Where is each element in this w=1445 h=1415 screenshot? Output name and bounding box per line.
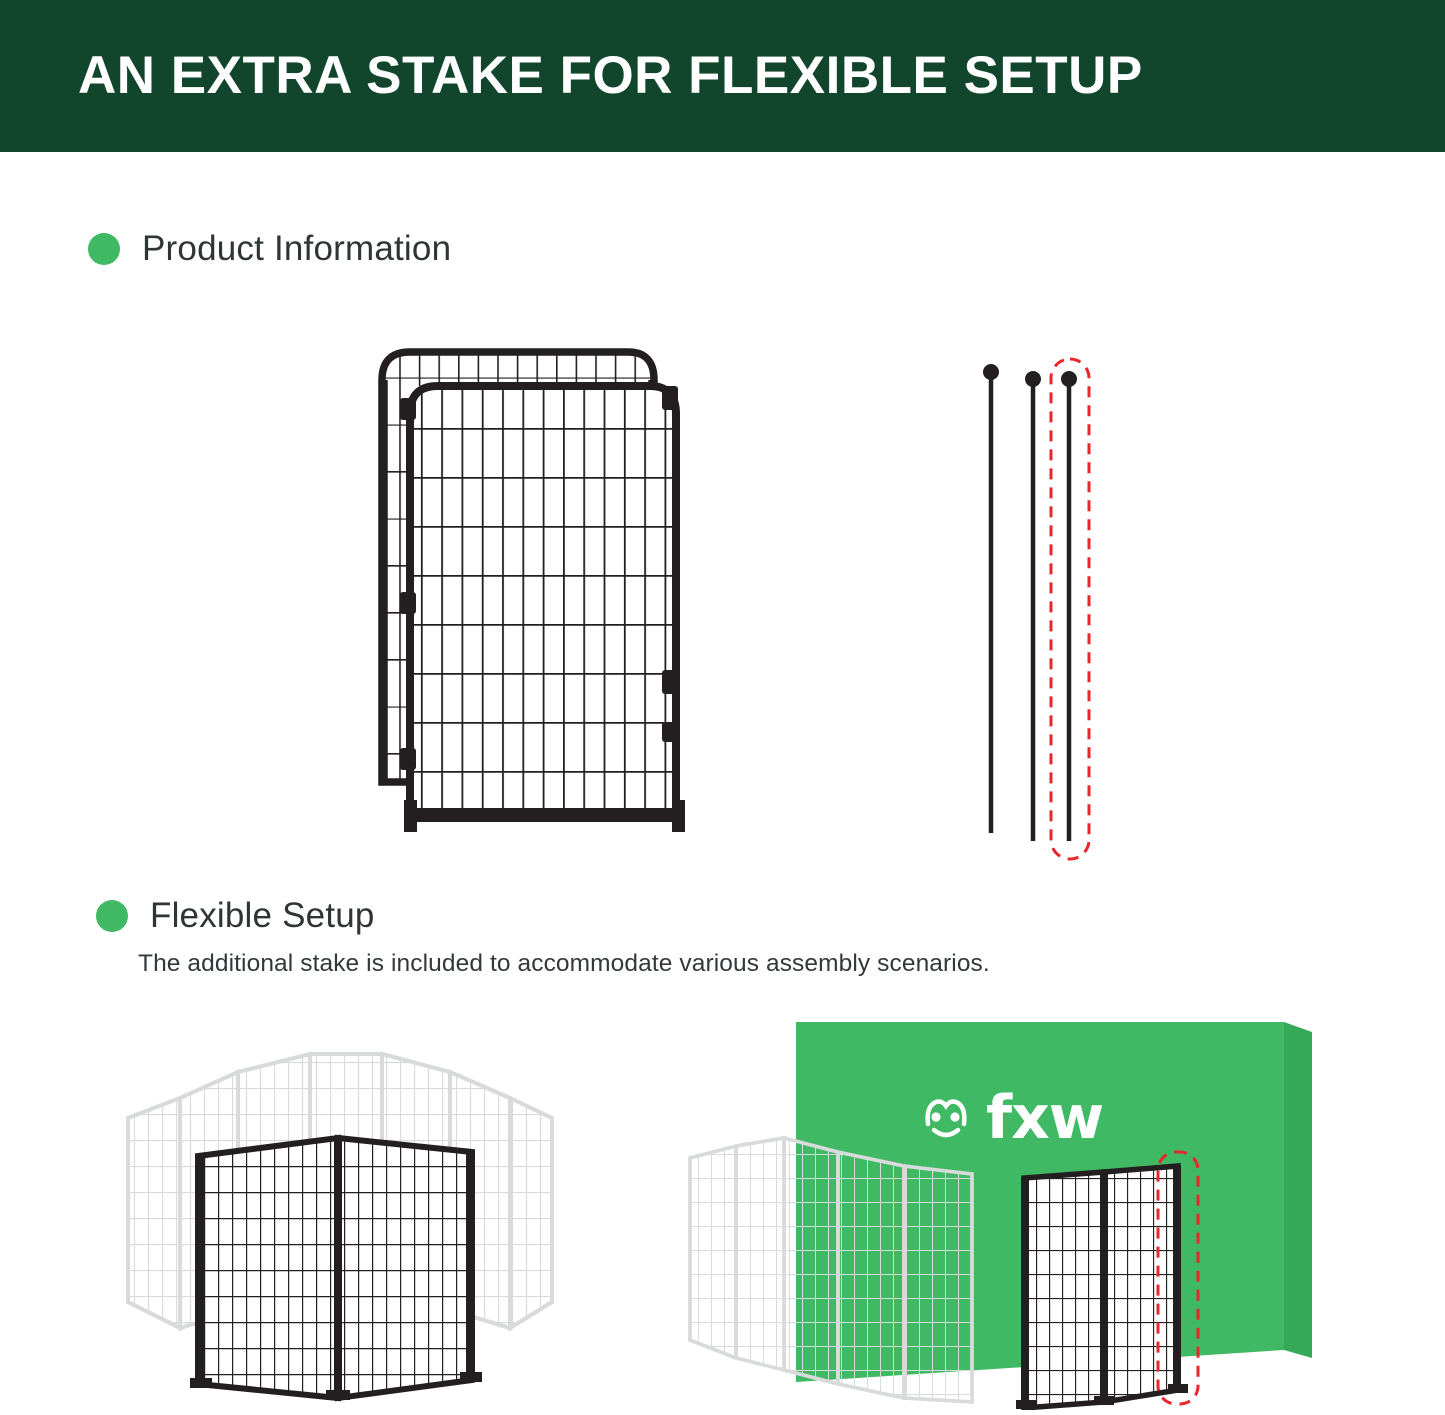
flexible-setup-description: The additional stake is included to accommodate various assembly scenarios. <box>138 950 990 977</box>
stake-3-highlighted <box>1061 371 1077 841</box>
fxw-paw-logo-icon <box>920 1090 972 1147</box>
solid-pen-panels <box>1016 1166 1188 1409</box>
front-solid-panels <box>190 1138 482 1400</box>
section-heading-product-information <box>88 229 451 269</box>
stakes-illustration <box>975 355 1115 870</box>
section-title-product-information: Product Information <box>142 229 452 268</box>
panel-gate-illustration <box>360 330 740 855</box>
section-title-flexible-setup: Flexible Setup <box>150 896 375 935</box>
section-heading-flexible-setup <box>96 896 375 936</box>
stake-1 <box>983 364 999 833</box>
brand-name: fxw <box>986 1083 1104 1153</box>
page-title: AN EXTRA STAKE FOR FLEXIBLE SETUP <box>78 46 1143 106</box>
header-banner <box>0 0 1445 152</box>
brand-logo <box>920 1083 1104 1153</box>
stake-2 <box>1025 371 1041 841</box>
faded-pen-panels <box>690 1138 972 1402</box>
bullet-dot-icon <box>88 233 120 265</box>
wall-setup-illustration <box>672 1010 1372 1415</box>
front-gate-panel <box>404 386 685 832</box>
octagon-pen-illustration <box>120 1010 560 1410</box>
bullet-dot-icon <box>96 900 128 932</box>
